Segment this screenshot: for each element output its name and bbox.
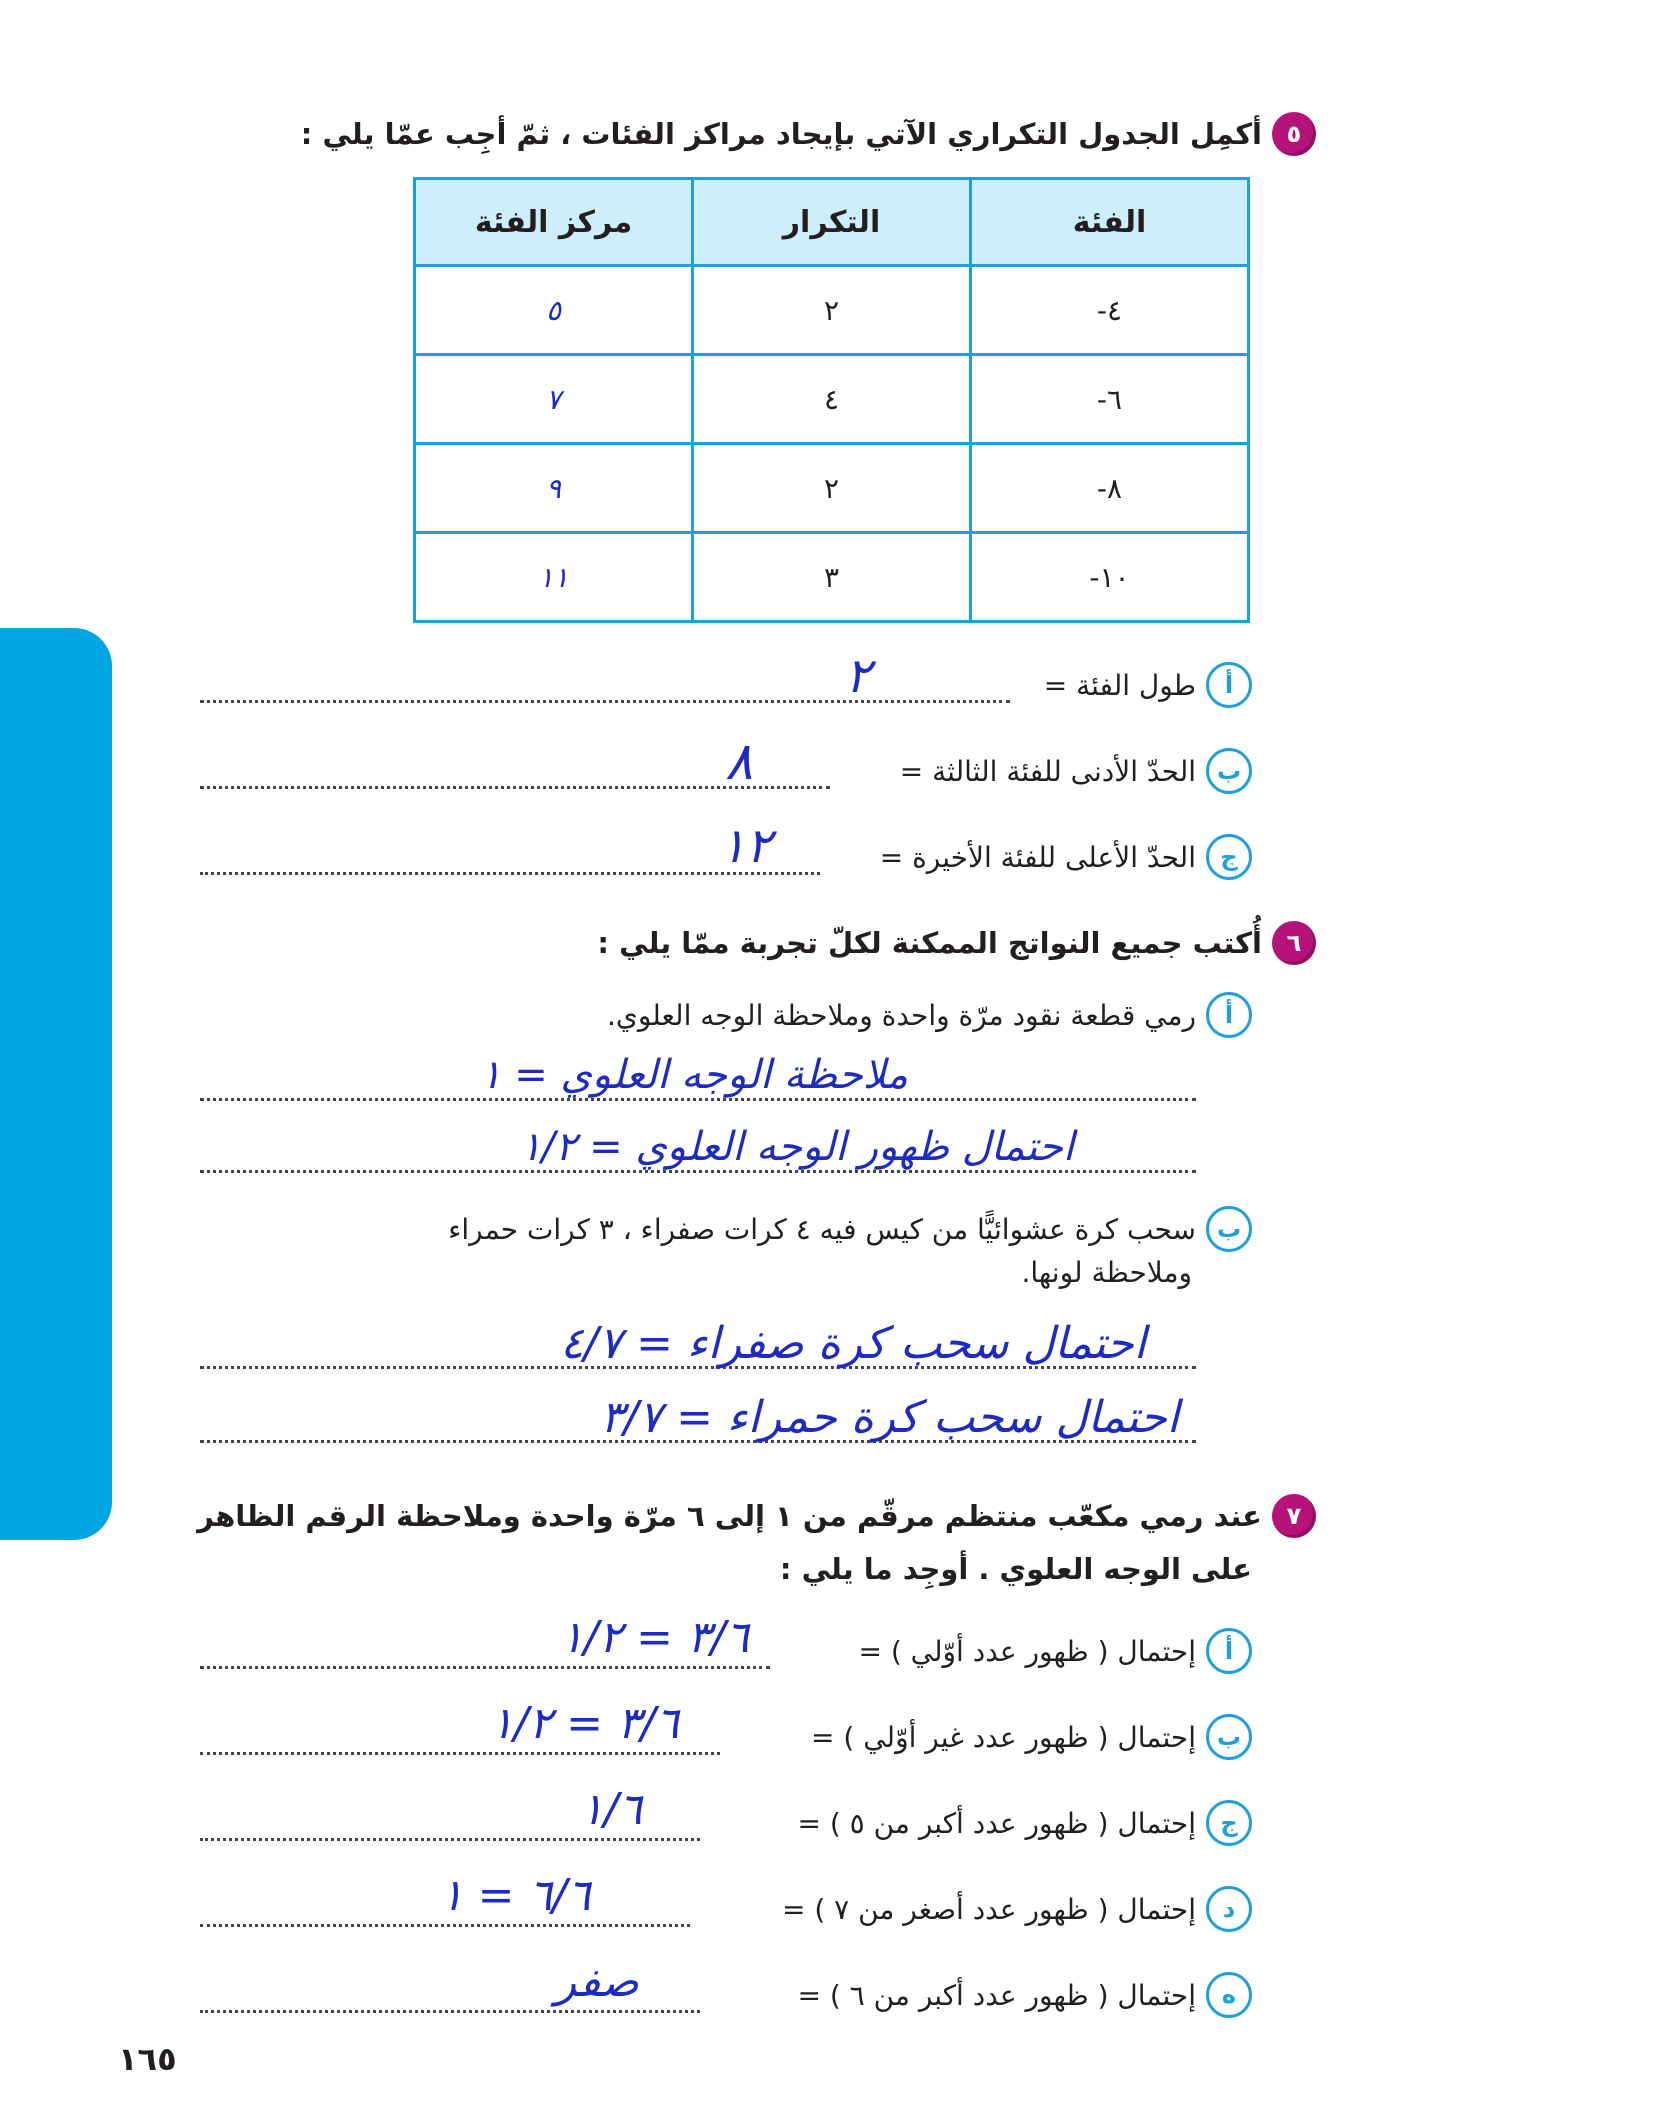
part-letter-badge: أ <box>1206 1628 1252 1674</box>
class-cell: ٦- <box>971 355 1249 444</box>
question-6-heading <box>597 921 1316 965</box>
handwritten-answer: احتمال سحب كرة حمراء = ٣/٧ <box>600 1392 1179 1443</box>
question-number-badge: ٦ <box>1272 921 1316 965</box>
handwritten-answer: ٢ <box>845 648 871 704</box>
part-letter-badge: ب <box>1206 748 1252 794</box>
question-text: أُكتب جميع النواتج الممكنة لكلّ تجربة ممّا يلي : <box>597 926 1262 960</box>
question-7-heading <box>197 1494 1316 1538</box>
part-text: الحدّ الأعلى للفئة الأخيرة = <box>879 840 1196 874</box>
part-letter-badge: ج <box>1206 1800 1252 1846</box>
q7-part-a <box>858 1628 1252 1674</box>
class-center-cell: ٩ <box>415 444 693 533</box>
q6-part-a <box>607 992 1252 1038</box>
part-letter-badge: ج <box>1206 834 1252 880</box>
class-cell: ١٠- <box>971 533 1249 622</box>
table-row <box>415 533 1249 622</box>
frequency-cell: ٤ <box>693 355 971 444</box>
part-text: طول الفئة = <box>1043 668 1196 702</box>
q5-part-b <box>900 748 1252 794</box>
answer-line <box>200 1098 1196 1101</box>
q5-part-c <box>880 834 1252 880</box>
answer-line <box>200 1666 770 1669</box>
table-row <box>415 355 1249 444</box>
class-center-cell: ٥ <box>415 266 693 355</box>
part-text: إحتمال ( ظهور عدد أكبر من ٥ ) = <box>797 1806 1196 1840</box>
side-tab <box>0 628 112 1877</box>
frequency-cell: ٢ <box>693 444 971 533</box>
answer-line <box>200 1170 1196 1173</box>
answer-line <box>200 1752 720 1755</box>
class-cell: ٨- <box>971 444 1249 533</box>
frequency-cell: ٢ <box>693 266 971 355</box>
question-number-badge: ٥ <box>1272 112 1316 156</box>
part-text: إحتمال ( ظهور عدد غير أوّلي ) = <box>811 1720 1196 1754</box>
answer-line <box>200 700 1010 703</box>
handwritten-answer: ٨ <box>725 732 753 792</box>
q7-part-c <box>797 1800 1252 1846</box>
handwritten-answer: ملاحظة الوجه العلوي = ١ <box>480 1052 909 1098</box>
part-letter-badge: ب <box>1206 1714 1252 1760</box>
handwritten-answer: احتمال ظهور الوجه العلوي = ١/٢ <box>520 1124 1075 1170</box>
table-row <box>415 444 1249 533</box>
part-text: إحتمال ( ظهور عدد أصغر من ٧ ) = <box>781 1892 1196 1926</box>
answer-line <box>200 1924 690 1927</box>
frequency-cell: ٣ <box>693 533 971 622</box>
question-number-badge: ٧ <box>1272 1494 1316 1538</box>
part-text: سحب كرة عشوائيًّا من كيس فيه ٤ كرات صفراء ، ٣ كرات حمراء <box>448 1212 1196 1246</box>
table-row <box>415 266 1249 355</box>
answer-line <box>200 1838 700 1841</box>
side-tab-label: هل أنت مستعد؟ <box>31 1547 81 1877</box>
q7-part-d <box>782 1886 1252 1932</box>
part-text: إحتمال ( ظهور عدد أكبر من ٦ ) = <box>797 1978 1196 2012</box>
page-number: ١٦٥ <box>118 2040 177 2078</box>
q7-part-e <box>797 1972 1252 2018</box>
q6-part-b <box>448 1206 1252 1252</box>
part-letter-badge: أ <box>1206 662 1252 708</box>
part-text: رمي قطعة نقود مرّة واحدة وملاحظة الوجه العلوي. <box>607 998 1196 1032</box>
part-text: الحدّ الأدنى للفئة الثالثة = <box>899 754 1196 788</box>
part-letter-badge: ه <box>1206 1972 1252 2018</box>
question-text-continued: على الوجه العلوي . أوجِد ما يلي : <box>779 1552 1252 1586</box>
part-text: إحتمال ( ظهور عدد أوّلي ) = <box>858 1634 1196 1668</box>
question-text: عند رمي مكعّب منتظم مرقّم من ١ إلى ٦ مرّة واحدة وملاحظة الرقم الظاهر <box>197 1499 1262 1533</box>
handwritten-answer: ٣/٦ = ١/٢ <box>490 1698 680 1749</box>
handwritten-answer: ١٢ <box>720 818 772 874</box>
class-center-cell: ١١ <box>415 533 693 622</box>
part-letter-badge: ب <box>1206 1206 1252 1252</box>
frequency-table <box>413 177 1250 623</box>
column-header: التكرار <box>693 179 971 266</box>
class-cell: ٤- <box>971 266 1249 355</box>
handwritten-answer: صفر <box>555 1956 639 2007</box>
handwritten-answer: ٦/٦ = ١ <box>440 1870 591 1921</box>
column-header: مركز الفئة <box>415 179 693 266</box>
q5-part-a <box>1044 662 1252 708</box>
part-letter-badge: أ <box>1206 992 1252 1038</box>
handwritten-answer: ٣/٦ = ١/٢ <box>560 1612 750 1663</box>
handwritten-answer: ١/٦ <box>580 1784 643 1835</box>
table-header-row <box>415 179 1249 266</box>
column-header: الفئة <box>971 179 1249 266</box>
part-letter-badge: د <box>1206 1886 1252 1932</box>
part-text-continued: وملاحظة لونها. <box>1021 1256 1192 1289</box>
handwritten-answer: احتمال سحب كرة صفراء = ٤/٧ <box>560 1318 1146 1369</box>
question-text: أكمِل الجدول التكراري الآتي بإيجاد مراكز الفئات ، ثمّ أجِب عمّا يلي : <box>300 117 1262 151</box>
question-5-heading <box>301 112 1316 156</box>
class-center-cell: ٧ <box>415 355 693 444</box>
answer-line <box>200 2010 700 2013</box>
q7-part-b <box>811 1714 1252 1760</box>
